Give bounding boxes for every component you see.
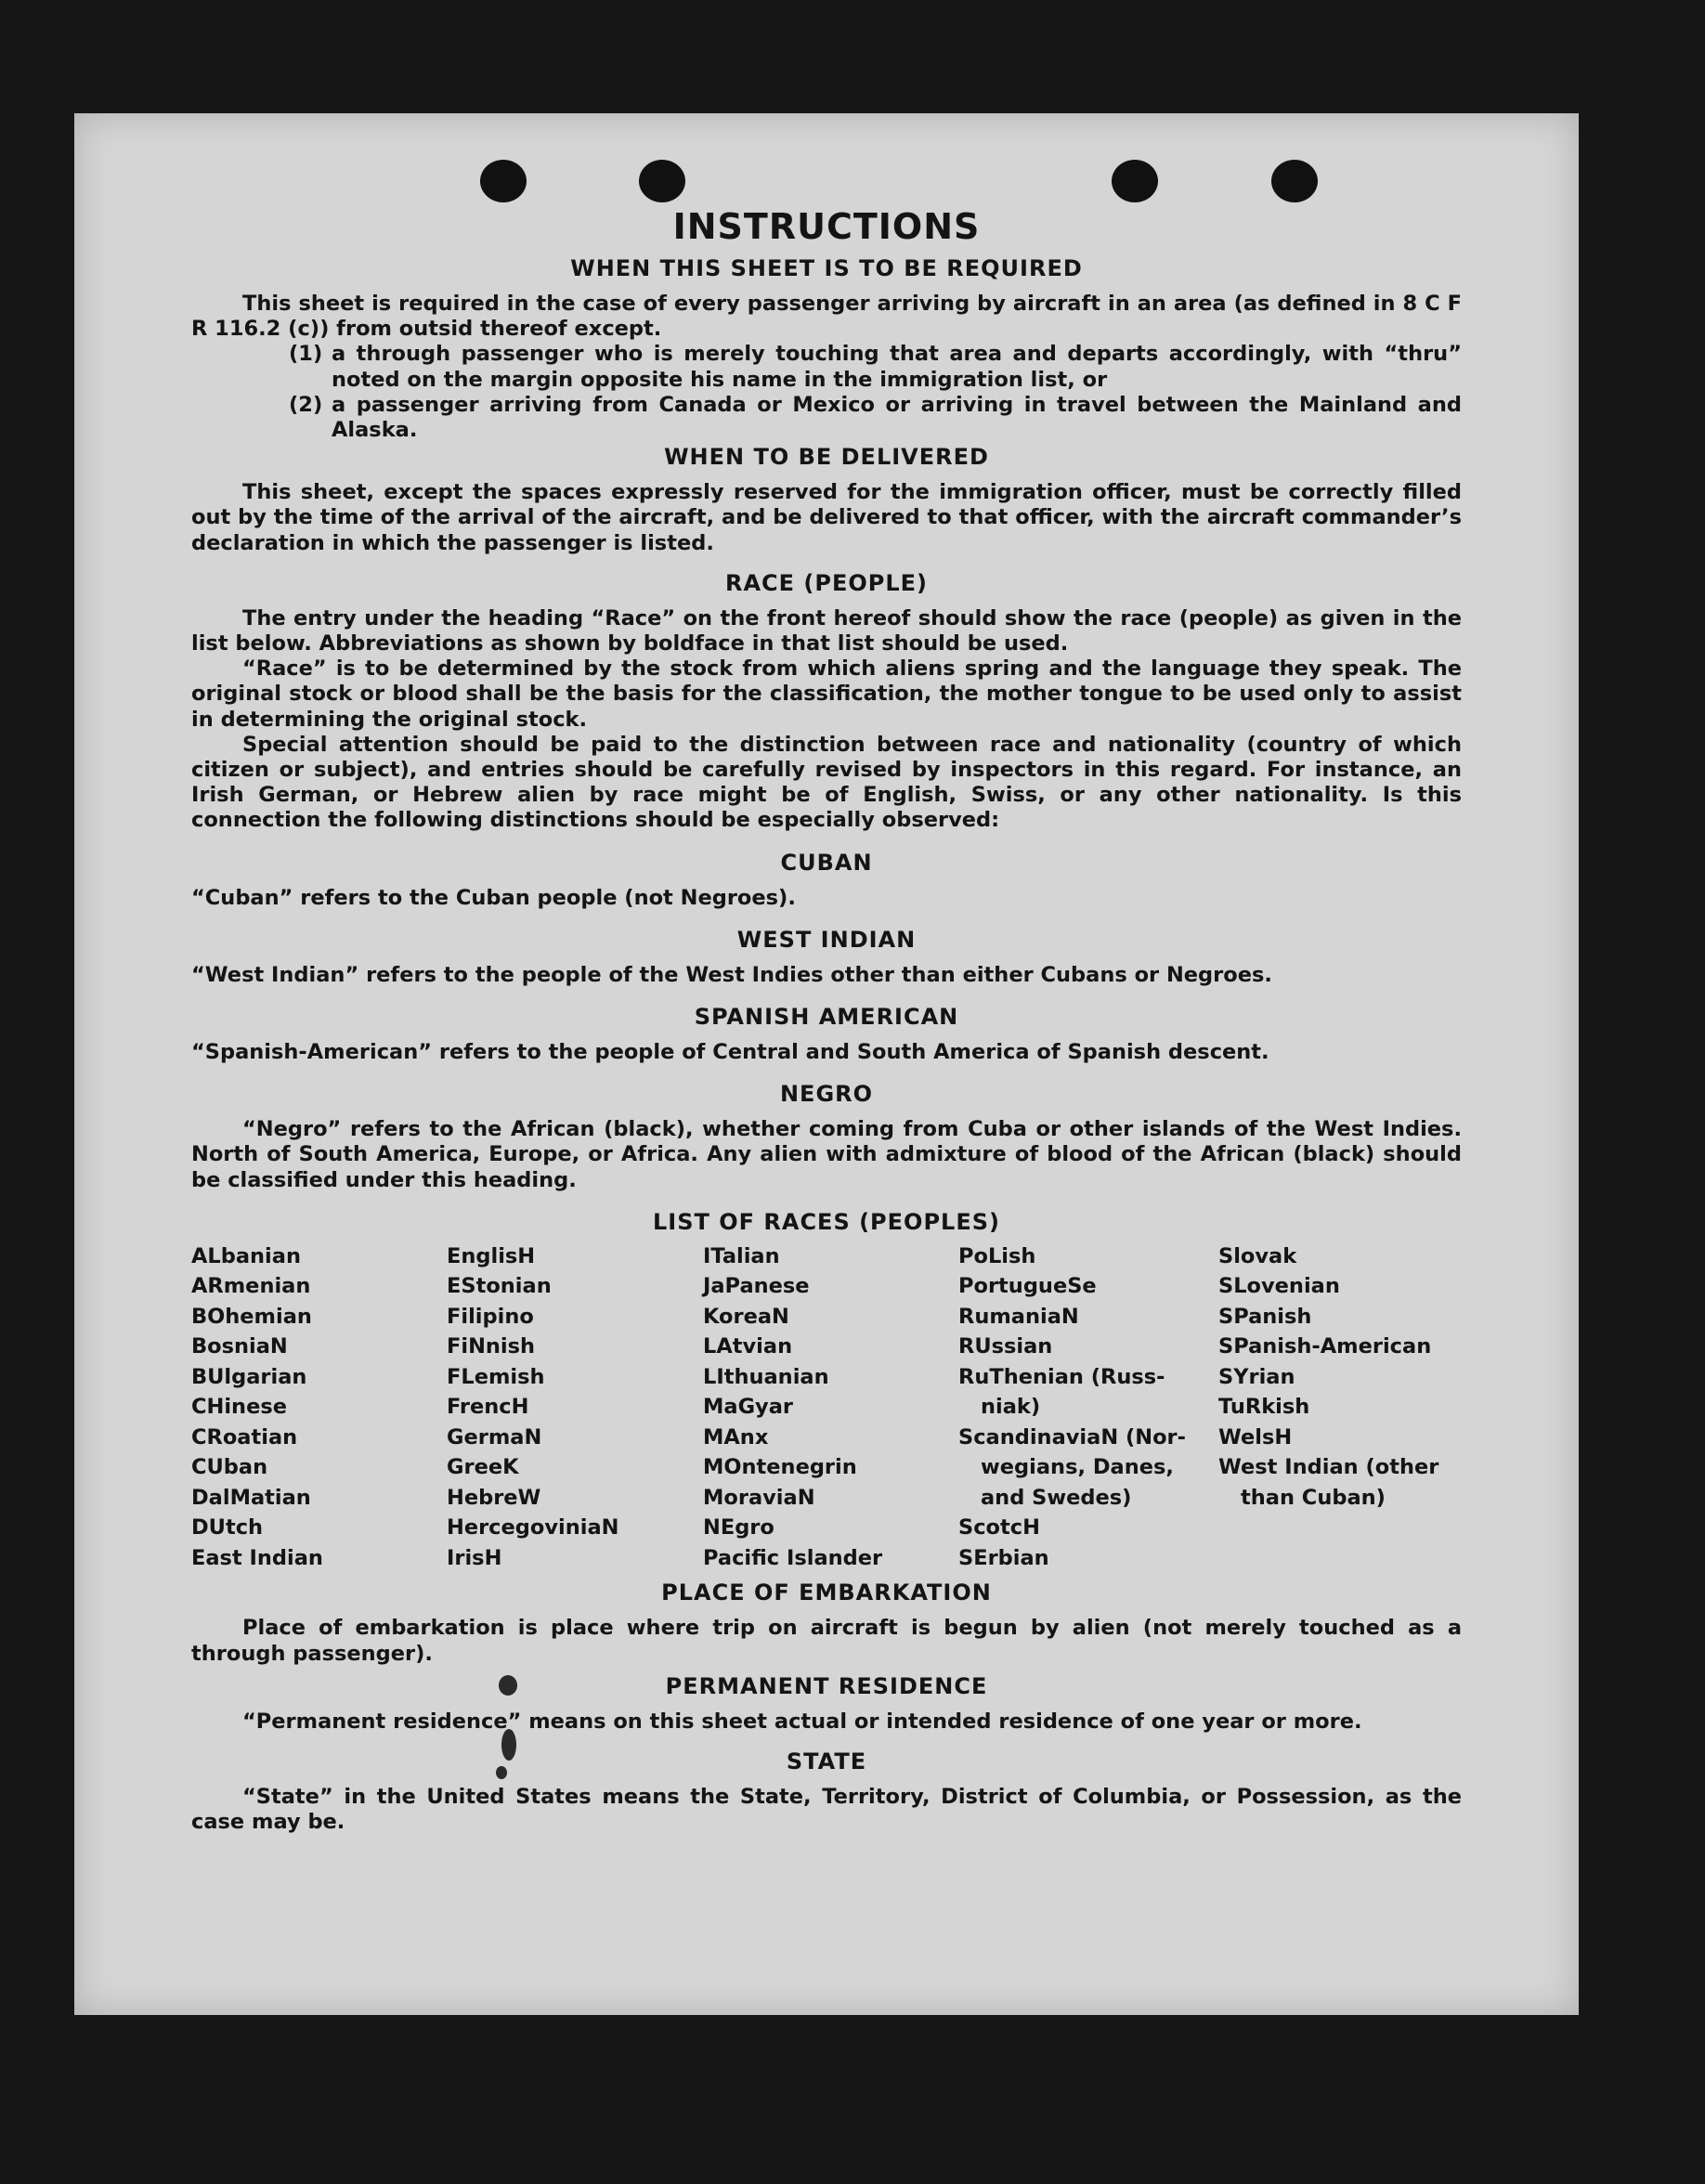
race-entry: HebreW [447, 1485, 541, 1510]
race-entry: GermaN [447, 1424, 542, 1450]
race-entry: MaGyar [703, 1395, 793, 1420]
race-entry: PoLish [958, 1243, 1036, 1268]
race-entry: LIthuanian [703, 1364, 829, 1389]
para-permanent-residence: “Permanent residence” means on this sheet actual or intended residence of one year or more. [242, 1709, 1362, 1734]
race-entry: EStonian [447, 1274, 552, 1299]
para-embarkation: Place of embarkation is place where trip on aircraft is begun by alien (not merely touched as a through passenger). [191, 1616, 1462, 1666]
exception-item [289, 393, 1462, 443]
document-page [74, 113, 1579, 2015]
para-west-indian: “West Indian” refers to the people of the West Indies other than either Cubans or Negroes. [191, 962, 1272, 987]
race-entry: CUban [191, 1455, 268, 1480]
para-cuban: “Cuban” refers to the Cuban people (not Negroes). [191, 885, 796, 910]
race-entry: ARmenian [191, 1274, 311, 1299]
race-entry: DalMatian [191, 1485, 311, 1510]
race-entry: Pacific Islander [703, 1545, 883, 1570]
heading-state: STATE [786, 1748, 867, 1774]
race-entry: FrencH [447, 1395, 529, 1420]
race-entry: BUlgarian [191, 1364, 307, 1389]
item-number: (1) [289, 342, 323, 367]
race-entry: ScotcH [958, 1515, 1040, 1540]
race-entry: SPanish-American [1218, 1334, 1432, 1359]
punch-hole [480, 160, 527, 202]
heading-race: RACE (PEOPLE) [724, 569, 929, 596]
race-entry: Filipino [447, 1304, 534, 1329]
race-entry: TuRkish [1218, 1395, 1310, 1420]
race-entry: LAtvian [703, 1334, 793, 1359]
race-entry: ALbanian [191, 1243, 301, 1268]
race-entry: IrisH [447, 1545, 502, 1570]
para-state: “State” in the United States means the State, Territory, District of Columbia, or Possession, as the case may be. [191, 1784, 1462, 1835]
heading-when-required: WHEN THIS SHEET IS TO BE REQUIRED [570, 255, 1083, 281]
heading-permanent-residence: PERMANENT RESIDENCE [665, 1672, 988, 1699]
race-entry: East Indian [191, 1545, 323, 1570]
race-entry: SYrian [1218, 1364, 1295, 1389]
race-entry: RUssian [958, 1334, 1053, 1359]
race-entry: and Swedes) [981, 1485, 1132, 1510]
para-negro: “Negro” refers to the African (black), whether coming from Cuba or other islands of the West Indies. North of South America, Europe, or Africa. Any alien with admixture of blood of the African (black) should be classified under this heading. [191, 1117, 1462, 1192]
race-entry: MAnx [703, 1424, 769, 1450]
race-entry: FiNnish [447, 1334, 536, 1359]
para-race-2: “Race” is to be determined by the stock from which aliens spring and the language they speak. The original stock or blood shall be the basis for the classification, the mother tongue to be used only to assist in determining the original stock. [191, 656, 1462, 732]
punch-hole [1271, 160, 1318, 202]
race-entry: PortugueSe [958, 1274, 1097, 1299]
para-when-required: This sheet is required in the case of every passenger arriving by aircraft in an area (as defined in 8 C F R 116.2 (c)) from outsid thereof except. [191, 292, 1462, 342]
heading-spanish-american: SPANISH AMERICAN [694, 1004, 959, 1031]
race-entry: wegians, Danes, [981, 1455, 1174, 1480]
race-entry: ITalian [703, 1243, 780, 1268]
race-entry: HercegoviniaN [447, 1515, 619, 1540]
heading-embarkation: PLACE OF EMBARKATION [661, 1580, 992, 1606]
race-entry: SErbian [958, 1545, 1049, 1570]
heading-when-delivered: WHEN TO BE DELIVERED [664, 444, 989, 471]
race-entry: SLovenian [1218, 1274, 1340, 1299]
race-entry: EnglisH [447, 1243, 536, 1268]
races-column [191, 1242, 447, 1574]
para-spanish-american: “Spanish-American” refers to the people of Central and South America of Spanish descent. [191, 1040, 1269, 1065]
punch-hole [1112, 160, 1158, 202]
races-column [958, 1242, 1218, 1574]
race-entry: BosniaN [191, 1334, 288, 1359]
exception-item [289, 342, 1462, 392]
race-entry: than Cuban) [1241, 1485, 1386, 1510]
race-entry: WelsH [1218, 1424, 1293, 1450]
race-entry: FLemish [447, 1364, 545, 1389]
races-column [1218, 1242, 1462, 1574]
race-entry: ScandinaviaN (Nor- [958, 1424, 1186, 1450]
para-race-1: The entry under the heading “Race” on the front hereof should show the race (people) as given in the list below. Abbreviations as shown by boldface in that list should be used. [191, 605, 1462, 656]
para-when-delivered: This sheet, except the spaces expressly reserved for the immigration officer, must be correctly filled out by the time of the arrival of the aircraft, and be delivered to that officer, with the aircraft commander’s declaration in which the passenger is listed. [191, 480, 1462, 555]
heading-list-of-races: LIST OF RACES (PEOPLES) [653, 1208, 1000, 1235]
races-column [703, 1242, 958, 1574]
heading-west-indian: WEST INDIAN [736, 926, 917, 953]
instructions-content [191, 206, 1462, 1835]
race-entry: JaPanese [703, 1274, 810, 1299]
item-number: (2) [289, 392, 323, 417]
races-list [191, 1242, 1462, 1574]
race-entry: RumaniaN [958, 1304, 1079, 1329]
race-entry: niak) [981, 1395, 1041, 1420]
race-entry: West Indian (other [1218, 1455, 1439, 1480]
item-text: a passenger arriving from Canada or Mexico or arriving in travel between the Mainland and Alaska. [332, 392, 1462, 443]
heading-negro: NEGRO [779, 1081, 874, 1108]
item-text: a through passenger who is merely touching that area and departs accordingly, with “thru” noted on the margin opposite his name in the immigration list, or [332, 342, 1462, 392]
race-entry: MOntenegrin [703, 1455, 857, 1480]
race-entry: NEgro [703, 1515, 774, 1540]
race-entry: BOhemian [191, 1304, 312, 1329]
page-title: INSTRUCTIONS [672, 206, 981, 247]
race-entry: SPanish [1218, 1304, 1312, 1329]
race-entry: RuThenian (Russ- [958, 1364, 1165, 1389]
race-entry: CRoatian [191, 1424, 298, 1450]
races-column [447, 1242, 703, 1574]
race-entry: Slovak [1218, 1243, 1297, 1268]
race-entry: KoreaN [703, 1304, 789, 1329]
heading-cuban: CUBAN [780, 849, 873, 876]
race-entry: CHinese [191, 1395, 287, 1420]
race-entry: MoraviaN [703, 1485, 815, 1510]
punch-hole [639, 160, 685, 202]
race-entry: GreeK [447, 1455, 519, 1480]
race-entry: DUtch [191, 1515, 264, 1540]
para-race-3: Special attention should be paid to the distinction between race and nationality (country of which citizen or subject), and entries should be carefully revised by inspectors in this regard. For instance, an Irish German, or Hebrew alien by race might be of English, Swiss, or any other nationality. Is this connection the following distinctions should be especially observed: [191, 732, 1462, 833]
